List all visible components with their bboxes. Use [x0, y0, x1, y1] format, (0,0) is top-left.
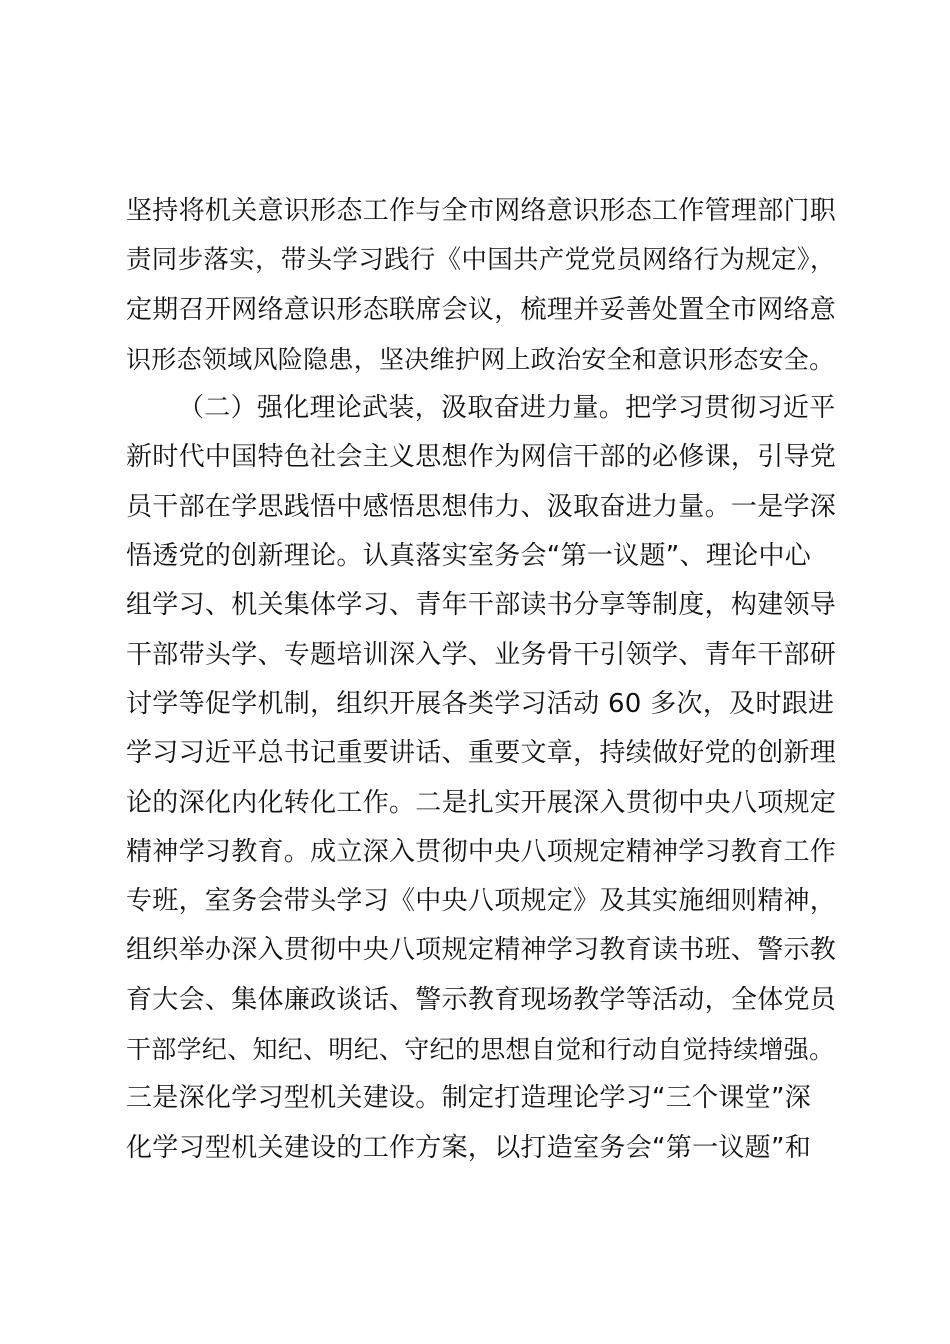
text-line: 精神学习教育。成立深入贯彻中央八项规定精神学习教育工作 [126, 836, 837, 867]
text-line: 专班，室务会带头学习《中央八项规定》及其实施细则精神， [126, 886, 837, 917]
section-heading-line: （二）强化理论武装，汲取奋进力量。把学习贯彻习近平 [178, 393, 836, 424]
text-line: 干部带头学、专题培训深入学、业务骨干引领学、青年干部研 [126, 639, 837, 670]
text-line: 育大会、集体廉政谈话、警示教育现场教学等活动，全体党员 [126, 984, 837, 1015]
body-text [126, 187, 846, 1173]
text-line: 讨学等促学机制，组织开展各类学习活动 60 多次，及时跟进 [126, 688, 835, 719]
text-line: 三是深化学习型机关建设。制定打造理论学习“三个课堂”深 [126, 1083, 812, 1114]
text-line: 新时代中国特色社会主义思想作为网信干部的必修课，引导党 [126, 442, 837, 473]
text-line: 坚持将机关意识形态工作与全市网络意识形态工作管理部门职 [126, 196, 837, 226]
text-line: 组学习、机关集体学习、青年干部读书分享等制度，构建领导 [126, 590, 837, 621]
text-line: 识形态领域风险隐患，坚决维护网上政治安全和意识形态安全。 [126, 344, 835, 374]
text-line: 悟透党的创新理论。认真落实室务会“第一议题”、理论中心 [126, 541, 812, 572]
text-line: 责同步落实，带头学习践行《中国共产党党员网络行为规定》， [126, 245, 836, 276]
text-line: 化学习型机关建设的工作方案，以打造室务会“第一议题”和 [126, 1132, 812, 1163]
text-line: 学习习近平总书记重要讲话、重要文章，持续做好党的创新理 [126, 738, 837, 769]
text-line: 员干部在学思践悟中感悟思想伟力、汲取奋进力量。一是学深 [126, 491, 837, 522]
text-line: 组织举办深入贯彻中央八项规定精神学习教育读书班、警示教 [126, 935, 837, 966]
text-line: 论的深化内化转化工作。二是扎实开展深入贯彻中央八项规定 [126, 787, 837, 818]
text-line: 干部学纪、知纪、明纪、守纪的思想自觉和行动自觉持续增强。 [126, 1035, 835, 1065]
text-line: 定期召开网络意识形态联席会议，梳理并妥善处置全市网络意 [126, 294, 837, 325]
